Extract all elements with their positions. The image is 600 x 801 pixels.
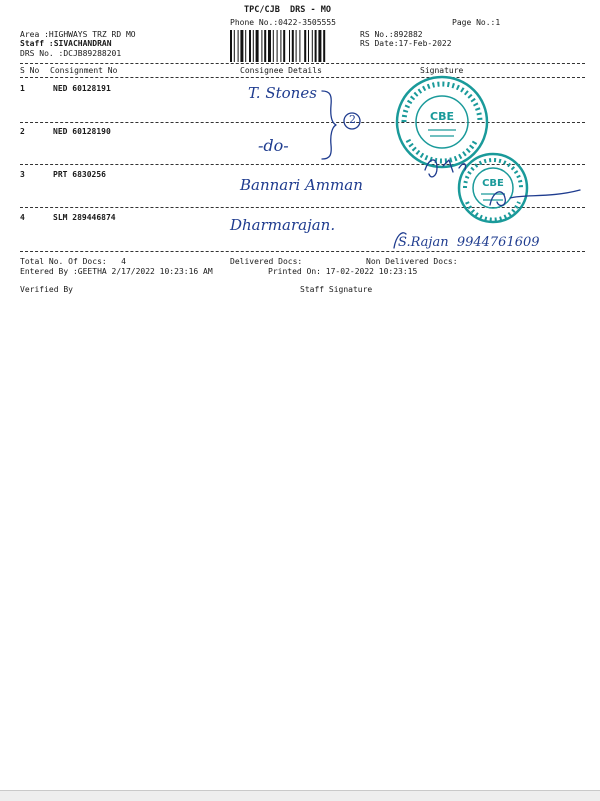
verified-by: Verified By — [20, 285, 73, 294]
row4-sno: 4 — [20, 213, 25, 222]
row1-consignee-handwritten: T. Stones — [248, 84, 317, 102]
barcode-bar — [289, 30, 290, 62]
col-header-consignee: Consignee Details — [240, 66, 322, 75]
area-label: Area :HIGHWAYS TRZ RD MO — [20, 30, 136, 39]
row2-consignment: NED 60128190 — [53, 127, 111, 136]
staff-signature: Staff Signature — [300, 285, 373, 294]
barcode-bar — [312, 30, 313, 62]
row3-sno: 3 — [20, 170, 25, 179]
barcode-bar — [268, 30, 271, 62]
non-delivered-docs: Non Delivered Docs: — [366, 257, 458, 266]
barcode-bar — [296, 30, 297, 62]
col-header-signature: Signature — [420, 66, 464, 75]
barcode-bar — [304, 30, 306, 62]
barcode-bar — [261, 30, 262, 62]
barcode-bar — [273, 30, 274, 62]
entered-by: Entered By :GEETHA 2/17/2022 10:23:16 AM — [20, 267, 213, 276]
row2-consignee-handwritten: -do- — [258, 136, 289, 155]
barcode-bar — [230, 30, 232, 62]
barcode-bar — [323, 30, 325, 62]
barcode-bar — [299, 30, 300, 62]
col-header-sno: S No — [20, 66, 40, 75]
phone-number: Phone No.:0422-3505555 — [230, 18, 336, 27]
barcode-bar — [238, 30, 239, 62]
row4-divider — [20, 251, 585, 252]
barcode-bar — [318, 30, 321, 62]
row2-sno: 2 — [20, 127, 25, 136]
barcode-bar — [308, 30, 309, 62]
row3-consignment: PRT 6830256 — [53, 170, 106, 179]
svg-text:CBE: CBE — [482, 178, 504, 189]
rs-number: RS No.:892882 — [360, 30, 423, 39]
header-divider-top — [20, 63, 585, 64]
receiver-name-phone-handwritten: S.Rajan 9944761609 — [398, 235, 540, 250]
barcode-bar — [280, 30, 281, 62]
document-title: TPC/CJB DRS - MO — [244, 5, 331, 15]
barcode-bar — [234, 30, 235, 62]
barcode-bar — [292, 30, 294, 62]
barcode-bar — [283, 30, 285, 62]
row1-sno: 1 — [20, 84, 25, 93]
delivered-docs: Delivered Docs: — [230, 257, 303, 266]
barcode-bar — [315, 30, 317, 62]
total-docs: Total No. Of Docs: 4 — [20, 257, 126, 266]
handwritten-bracket-marks — [300, 85, 380, 165]
row1-consignment: NED 60128191 — [53, 84, 111, 93]
row4-consignment: SLM 289446874 — [53, 213, 116, 222]
barcode — [229, 30, 352, 62]
barcode-bar — [240, 30, 243, 62]
row3-consignee-handwritten: Bannari Amman — [240, 176, 363, 194]
barcode-bar — [245, 30, 246, 62]
circled-count: 2 — [349, 113, 356, 126]
barcode-bar — [277, 30, 278, 62]
page-number: Page No.:1 — [452, 18, 501, 27]
drs-number: DRS No. :DCJB89288201 — [20, 49, 122, 58]
row4-consignee-handwritten: Dharmarajan. — [230, 216, 336, 234]
col-header-consignment: Consignment No — [50, 66, 118, 75]
staff-label: Staff :SIVACHANDRAN — [20, 39, 112, 48]
rs-date: RS Date:17-Feb-2022 — [360, 39, 452, 48]
barcode-bar — [253, 30, 254, 62]
header-divider-bottom — [20, 77, 585, 78]
printed-on: Printed On: 17-02-2022 10:23:15 — [268, 267, 418, 276]
barcode-bar — [264, 30, 266, 62]
barcode-bar — [249, 30, 251, 62]
row4-ink-flourish — [390, 228, 410, 250]
receiver-signature-scribble — [415, 110, 595, 210]
barcode-bar — [256, 30, 259, 62]
scan-bottom-edge — [0, 790, 600, 801]
svg-text:CBE: CBE — [430, 110, 454, 123]
